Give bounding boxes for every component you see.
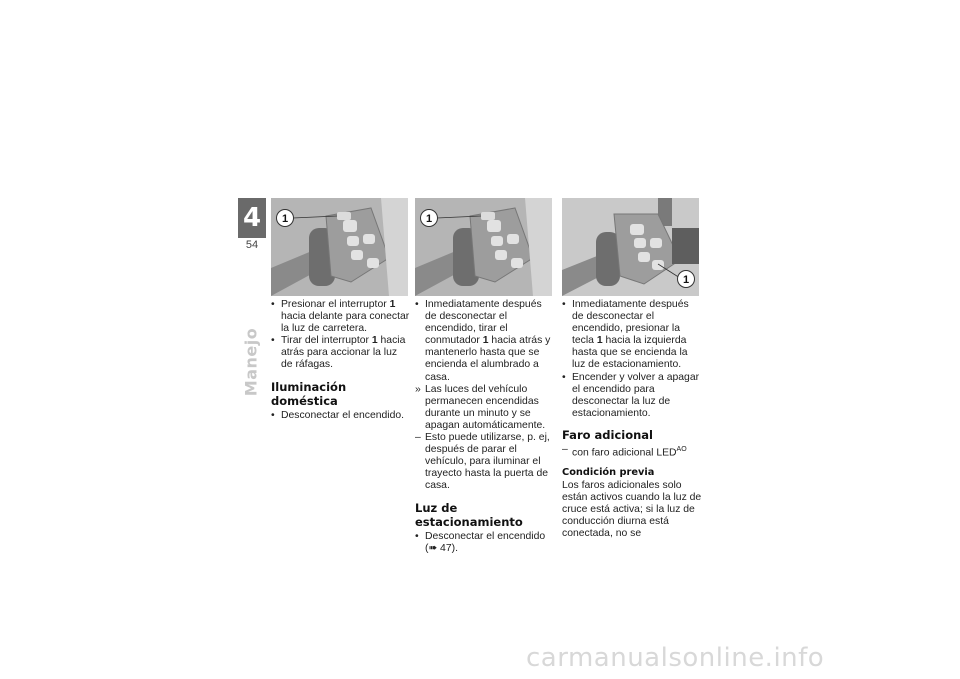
column-3 [562,299,702,540]
section-label: Manejo [241,327,261,397]
figure-handlebar-switch-3 [562,198,699,296]
list-item: • Encender y volver a apagar el encendido para desconectar la luz de estacionamiento. [562,371,700,419]
list-item: • Presionar el interruptor 1 hacia delante para conectar la luz de carretera. [271,299,410,335]
page-number: 54 [245,239,259,251]
watermark: carmanualsonline.info [526,643,825,673]
heading-luz-de-estacionamiento: Luz de estacionamiento [415,500,523,529]
list-item: • Inmediatamente después de desconectar el encendido, tirar el conmutador 1 hacia atrás y mantenerlo hasta que se encienda el alumbrado a casa. [415,299,551,383]
list-item: – Esto puede utilizarse, p. ej, después de parar el vehículo, para iluminar el trayecto hasta la puerta de casa. [415,432,550,492]
list-item: • Tirar del interruptor 1 hacia atrás para accionar la luz de ráfagas. [271,335,406,371]
figure-handlebar-switch-1 [271,198,408,296]
figure-callout: 1 [425,213,433,225]
list-item: • Desconectar el encendido (➠ 47). [415,530,546,554]
paragraph: Los faros adicionales solo están activos cuando la luz de cruce está activa; si la luz de conducción diurna está conectada, no se [562,479,702,539]
option-line: – con faro adicional $LED^{AO}$ [562,443,687,459]
column-2 [415,299,555,555]
heading-faro-adicional: Faro adicional [562,427,654,442]
column-1 [271,299,411,422]
list-item: • Inmediatamente después de desconectar el encendido, presionar la tecla 1 hacia la izquierda hasta que se encienda la luz de estacionamiento. [562,299,689,371]
figure-handlebar-switch-2 [415,198,552,296]
list-item: » Las luces del vehículo permanecen encendidas durante un minuto y se apagan automáticamente. [415,383,546,431]
figure-callout: 1 [682,274,690,286]
figure-callout: 1 [281,213,289,225]
option-code: AO [676,445,687,453]
heading-iluminacion-domestica: Iluminación doméstica [271,379,347,408]
chapter-number: 4 [238,198,266,238]
subheading-condicion-previa: Condición previa [562,466,655,478]
list-item: • Desconectar el encendido. [271,409,405,421]
